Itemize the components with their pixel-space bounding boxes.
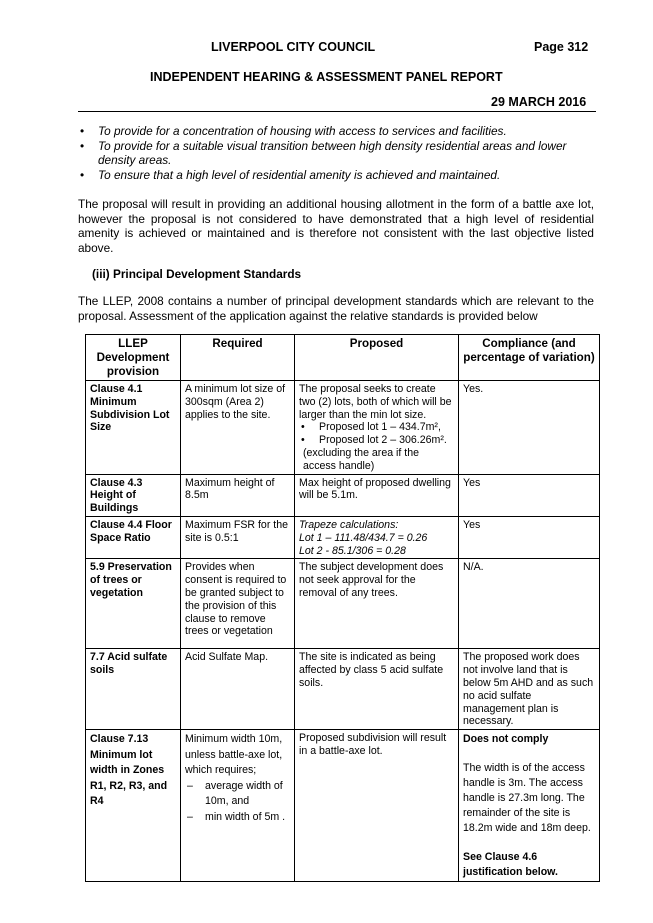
cell-provision: Clause 7.13 Minimum lot width in Zones R1, R2, R3, and R4 — [86, 730, 181, 882]
required-widths-list — [185, 779, 290, 826]
cell-proposed: Proposed subdivision will result in a battle-axe lot. — [295, 730, 459, 882]
col-header-compliance: Compliance (and percentage of variation) — [459, 335, 600, 381]
header-report-title: INDEPENDENT HEARING & ASSESSMENT PANEL REPORT — [150, 70, 503, 84]
cell-provision: Clause 4.3 Height of Buildings — [86, 474, 181, 516]
cell-compliance: Yes. — [459, 381, 600, 475]
cell-required: Acid Sulfate Map. — [181, 649, 295, 730]
objectives-list — [78, 124, 598, 182]
cell-compliance: Yes — [459, 516, 600, 558]
cell-provision: Clause 4.1 Minimum Subdivision Lot Size — [86, 381, 181, 475]
bullet-icon: • — [301, 421, 305, 434]
header-page-number: Page 312 — [534, 40, 589, 54]
cell-provision: 7.7 Acid sulfate soils — [86, 649, 181, 730]
col-header-provision: LLEP Development provision — [86, 335, 181, 381]
dash-icon: – — [187, 810, 193, 823]
cell-required: Provides when consent is required to be granted subject to the provision of this clause to remove trees or vegetation — [181, 559, 295, 649]
col-header-required: Required — [181, 335, 295, 381]
table-row — [86, 474, 600, 516]
col-header-proposed: Proposed — [295, 335, 459, 381]
cell-proposed: The proposal seeks to create two (2) lots, both of which will be larger than the min lot size. • Proposed lot 1 – 434.7m², • Proposed lot 2 – 306.26m². (excluding the area if the access handle) — [295, 381, 459, 475]
cell-provision: 5.9 Preservation of trees or vegetation — [86, 559, 181, 649]
table-row — [86, 730, 600, 882]
cell-provision: Clause 4.4 Floor Space Ratio — [86, 516, 181, 558]
assessment-paragraph: The proposal will result in providing an additional housing allotment in the form of a battle axe lot, however the proposal is not considered to have demonstrated that a high level of residential amenity is achieved or maintained and is therefore not consistent with the last objective listed above. — [78, 197, 594, 255]
cell-proposed: The subject development does not seek approval for the removal of any trees. — [295, 559, 459, 649]
cell-compliance: Does not comply The width is of the access handle is 3m. The access handle is 27.3m long. The remainder of the site is 18.2m wide and 18m deep. See Clause 4.6 justification below. — [459, 730, 600, 882]
proposed-lots-list — [299, 421, 454, 447]
cell-compliance: Yes — [459, 474, 600, 516]
header-council: LIVERPOOL CITY COUNCIL — [211, 40, 376, 54]
cell-proposed: Trapeze calculations: Lot 1 – 111.48/434.7 = 0.26 Lot 2 - 85.1/306 = 0.28 — [295, 516, 459, 558]
development-standards-table — [85, 334, 600, 882]
bullet-icon: • — [80, 167, 85, 182]
standards-intro-paragraph: The LLEP, 2008 contains a number of principal development standards which are relevant to the proposal. Assessment of the application against the relative standards is provided below — [78, 294, 594, 323]
list-item: • Proposed lot 1 – 434.7m², — [301, 421, 441, 434]
list-item: • Proposed lot 2 – 306.26m². — [301, 434, 447, 447]
cell-compliance: N/A. — [459, 559, 600, 649]
cell-required: A minimum lot size of 300sqm (Area 2) applies to the site. — [181, 381, 295, 475]
header-date: 29 MARCH 2016 — [491, 95, 587, 109]
cell-proposed: Max height of proposed dwelling will be 5.1m. — [295, 474, 459, 516]
bullet-icon: • — [80, 138, 85, 153]
list-item: – min width of 5m . — [185, 810, 290, 826]
table-row — [86, 516, 600, 558]
objective-item: • To ensure that a high level of residential amenity is achieved and maintained. — [80, 167, 501, 182]
table-header-row — [86, 335, 600, 381]
header-rule — [78, 111, 596, 112]
bullet-icon: • — [301, 434, 305, 447]
table-row — [86, 649, 600, 730]
compliance-status: Does not comply — [463, 733, 549, 746]
dash-icon: – — [187, 779, 193, 792]
table-row — [86, 381, 600, 475]
cell-required: Maximum FSR for the site is 0.5:1 — [181, 516, 295, 558]
objective-item: • To provide for a concentration of housing with access to services and facilities. — [80, 124, 507, 138]
cell-compliance: The proposed work does not involve land that is below 5m AHD and as such no acid sulfate management plan is necessary. — [459, 649, 600, 730]
table-row — [86, 559, 600, 649]
cell-proposed: The site is indicated as being affected by class 5 acid sulfate soils. — [295, 649, 459, 730]
compliance-reference: See Clause 4.6 justification below. — [463, 851, 558, 879]
cell-required: Maximum height of 8.5m — [181, 474, 295, 516]
objective-item: • To provide for a suitable visual transition between high density residential areas and lower density areas. — [80, 138, 567, 168]
list-item: – average width of 10m, and — [187, 779, 283, 808]
bullet-icon: • — [80, 124, 85, 138]
cell-required: Minimum width 10m, unless battle-axe lot, which requires; – average width of 10m, and – min width of 5m . — [181, 730, 295, 882]
section-heading: (iii) Principal Development Standards — [92, 267, 302, 281]
